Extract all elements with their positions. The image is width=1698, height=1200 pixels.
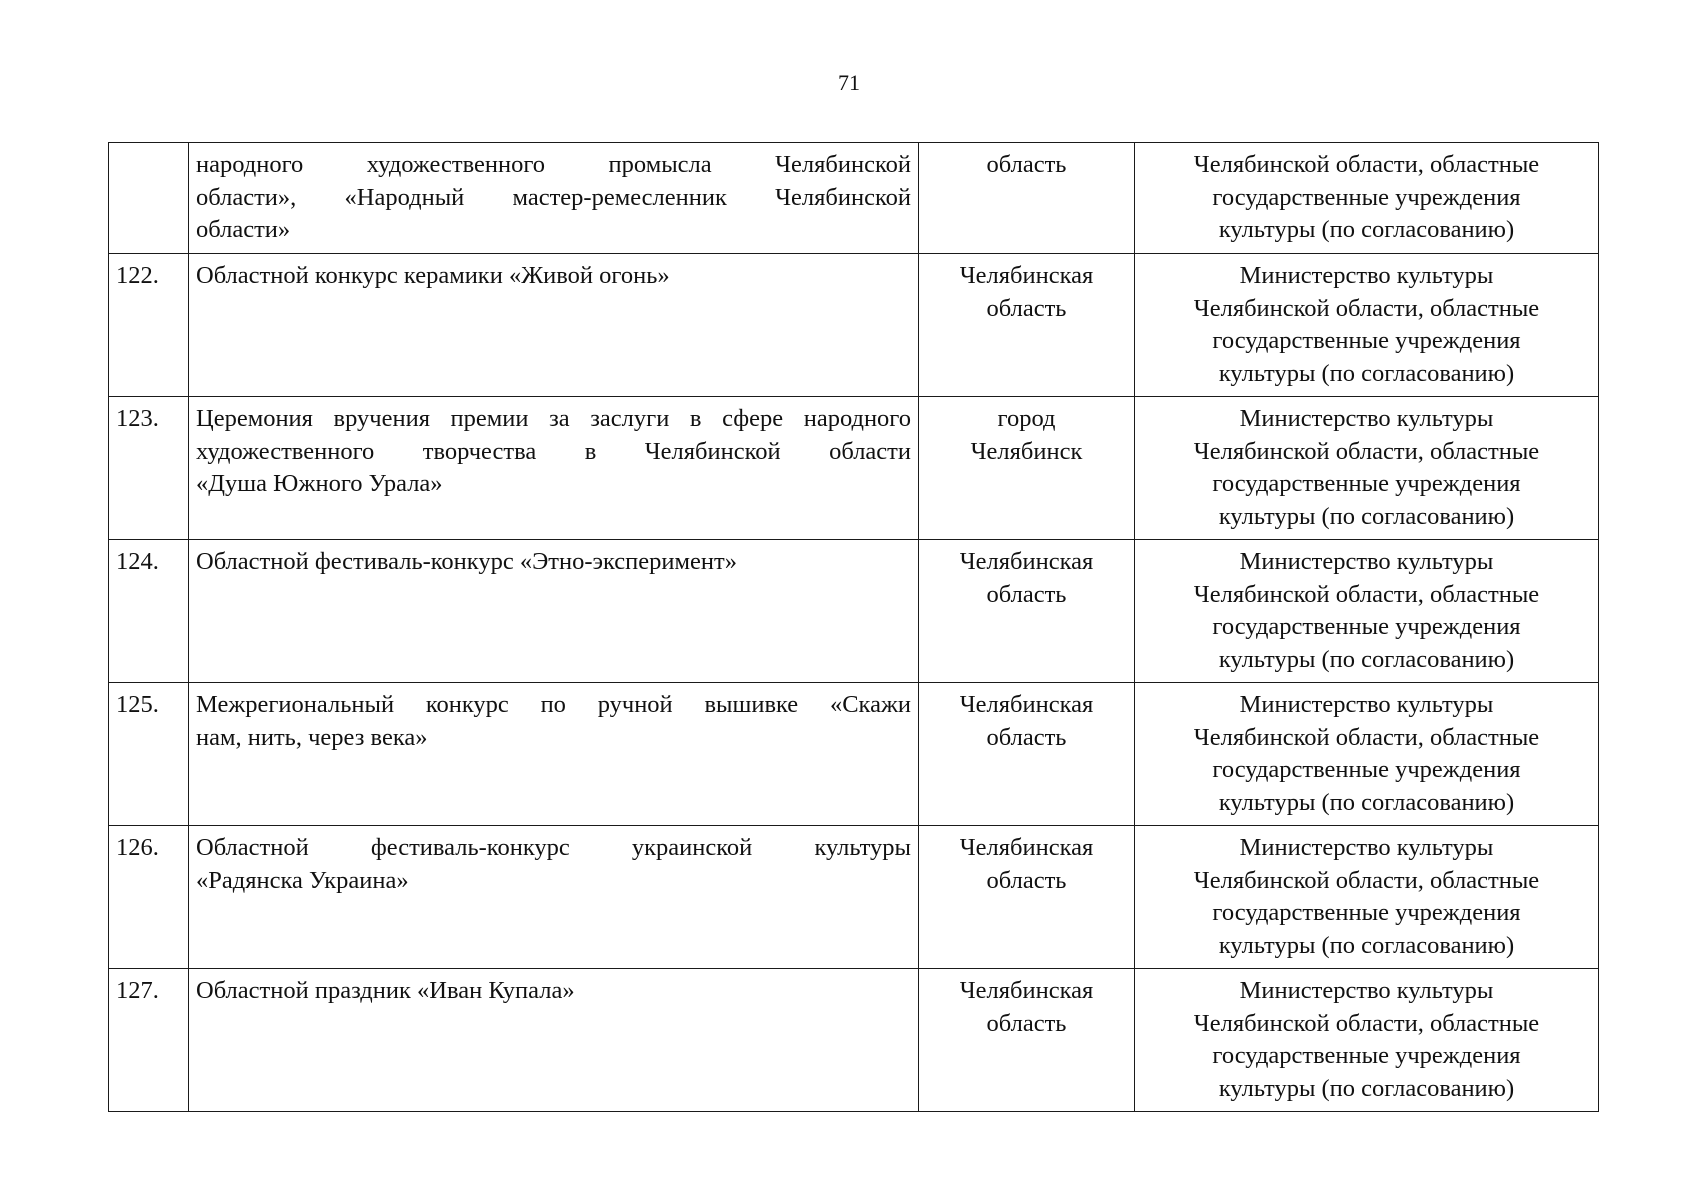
event-responsible: [1135, 969, 1599, 1112]
event-name-line: «Радянска Украина»: [196, 866, 409, 894]
row-number: [109, 143, 189, 254]
event-responsible-line: Министерство культуры: [1239, 262, 1494, 289]
event-place-line: Челябинская: [959, 977, 1094, 1004]
event-place-line: область: [986, 866, 1067, 894]
event-name-line: «Душа Южного Урала»: [196, 470, 443, 498]
event-place: [919, 397, 1135, 540]
event-place-line: Челябинская: [959, 262, 1094, 289]
row-number: 126.: [109, 826, 189, 969]
page-number: 71: [838, 70, 860, 95]
events-table: [108, 142, 1599, 1112]
event-place: [919, 683, 1135, 826]
event-place: [919, 969, 1135, 1112]
event-name-line: области»: [196, 216, 291, 244]
event-name: [189, 683, 919, 826]
event-responsible-line: культуры (по согласованию): [1218, 931, 1515, 959]
row-number: 127.: [109, 969, 189, 1112]
table-row: [109, 683, 1599, 826]
event-place-line: область: [986, 723, 1067, 751]
event-name-line: Церемония вручения премии за заслуги в сфере народного: [196, 405, 911, 432]
table-row: [109, 540, 1599, 683]
event-name: [189, 540, 919, 683]
event-place: [919, 826, 1135, 969]
event-name: [189, 826, 919, 969]
event-responsible-line: Челябинской области, областные: [1193, 1009, 1540, 1037]
event-responsible: [1135, 683, 1599, 826]
event-responsible-line: государственные учреждения: [1212, 327, 1521, 355]
event-responsible-line: Министерство культуры: [1239, 691, 1494, 718]
event-name-line: Межрегиональный конкурс по ручной вышивке «Скажи: [196, 691, 911, 718]
event-place-line: область: [986, 1009, 1067, 1037]
event-responsible-line: Челябинской области, областные: [1193, 437, 1540, 465]
event-responsible-line: Челябинской области, областные: [1193, 151, 1540, 178]
row-number: 124.: [109, 540, 189, 683]
event-name: [189, 143, 919, 254]
event-place-line: Челябинская: [959, 548, 1094, 575]
event-responsible-line: культуры (по согласованию): [1218, 359, 1515, 387]
row-number: 125.: [109, 683, 189, 826]
event-name-line: Областной фестиваль-конкурс «Этно-эксперимент»: [196, 548, 737, 575]
table-row: [109, 969, 1599, 1112]
table-row: [109, 397, 1599, 540]
events-table-body: [109, 143, 1599, 1112]
event-responsible-line: государственные учреждения: [1212, 470, 1521, 498]
event-place-line: область: [986, 580, 1067, 608]
event-responsible-line: Министерство культуры: [1239, 405, 1494, 432]
event-responsible-line: государственные учреждения: [1212, 183, 1521, 211]
event-name-line: художественного творчества в Челябинской области: [196, 437, 911, 465]
event-place: [919, 254, 1135, 397]
event-responsible-line: государственные учреждения: [1212, 613, 1521, 641]
event-responsible-line: Министерство культуры: [1239, 977, 1494, 1004]
event-responsible-line: Министерство культуры: [1239, 548, 1494, 575]
event-name-line: Областной конкурс керамики «Живой огонь»: [196, 262, 670, 289]
event-name-line: области», «Народный мастер-ремесленник Челябинской: [196, 183, 911, 211]
event-responsible: [1135, 826, 1599, 969]
event-responsible: [1135, 143, 1599, 254]
event-responsible: [1135, 540, 1599, 683]
event-responsible-line: культуры (по согласованию): [1218, 788, 1515, 816]
event-place-line: Челябинск: [970, 437, 1083, 465]
event-name-line: нам, нить, через века»: [196, 723, 428, 751]
event-responsible-line: государственные учреждения: [1212, 899, 1521, 927]
row-number: 122.: [109, 254, 189, 397]
row-number: 123.: [109, 397, 189, 540]
event-name-line: народного художественного промысла Челябинской: [196, 151, 911, 178]
event-responsible-line: культуры (по согласованию): [1218, 645, 1515, 673]
event-place-line: Челябинская: [959, 834, 1094, 861]
event-place-line: область: [986, 294, 1067, 322]
event-name-line: Областной фестиваль-конкурс украинской культуры: [196, 834, 911, 861]
event-responsible: [1135, 397, 1599, 540]
event-name: [189, 969, 919, 1112]
event-name: [189, 397, 919, 540]
event-place-line: город: [997, 405, 1056, 432]
event-name-line: Областной праздник «Иван Купала»: [196, 977, 575, 1004]
event-responsible-line: культуры (по согласованию): [1218, 502, 1515, 530]
event-responsible-line: государственные учреждения: [1212, 756, 1521, 784]
event-responsible: [1135, 254, 1599, 397]
event-place-line: область: [986, 151, 1067, 178]
event-place: [919, 143, 1135, 254]
event-responsible-line: культуры (по согласованию): [1218, 1074, 1515, 1102]
event-responsible-line: Министерство культуры: [1239, 834, 1494, 861]
event-place: [919, 540, 1135, 683]
event-name: [189, 254, 919, 397]
table-row: [109, 254, 1599, 397]
table-row: [109, 826, 1599, 969]
table-row: [109, 143, 1599, 254]
event-responsible-line: Челябинской области, областные: [1193, 294, 1540, 322]
event-responsible-line: Челябинской области, областные: [1193, 723, 1540, 751]
event-responsible-line: государственные учреждения: [1212, 1042, 1521, 1070]
event-responsible-line: Челябинской области, областные: [1193, 580, 1540, 608]
event-responsible-line: культуры (по согласованию): [1218, 216, 1515, 244]
event-place-line: Челябинская: [959, 691, 1094, 718]
event-responsible-line: Челябинской области, областные: [1193, 866, 1540, 894]
